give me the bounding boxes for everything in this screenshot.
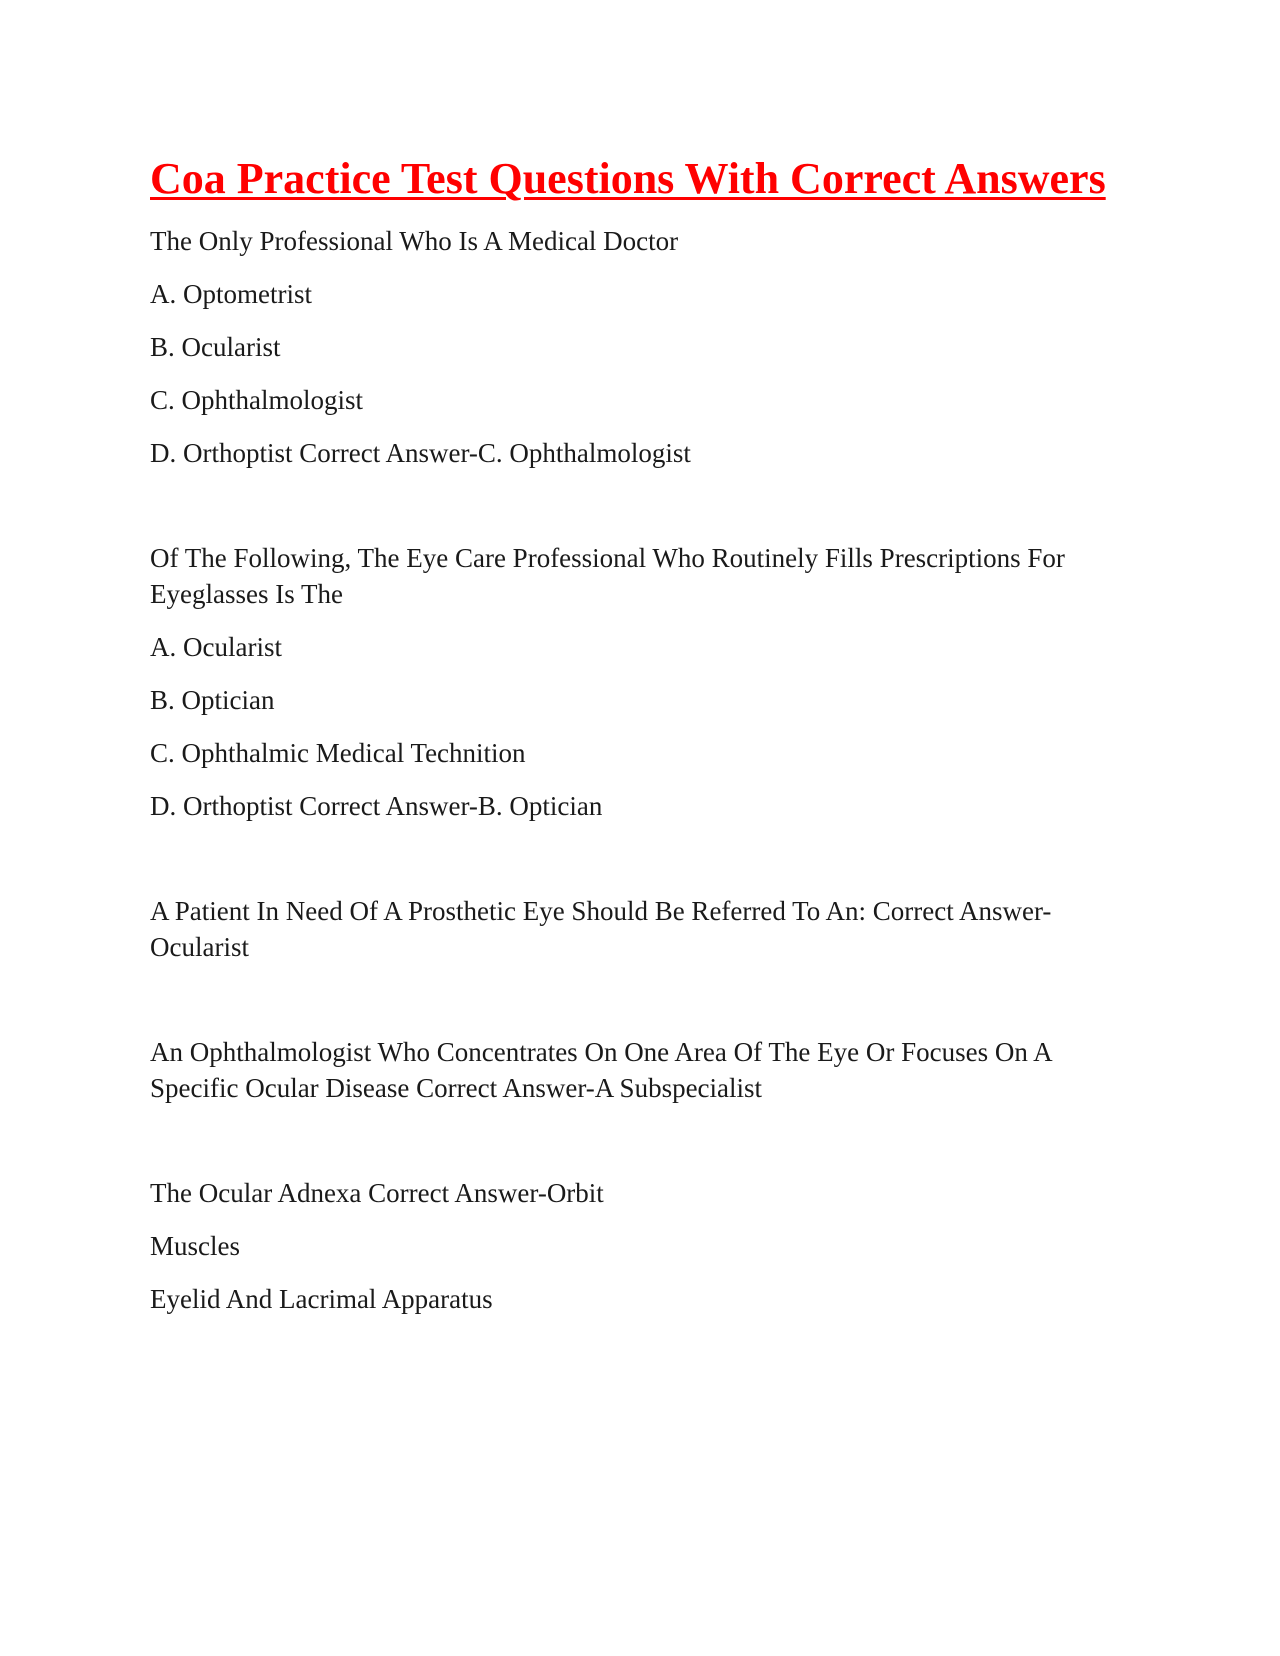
question-text: An Ophthalmologist Who Concentrates On One Area Of The Eye Or Focuses On A Specific Ocular Disease Correct Answer-A Subspecialist	[150, 1037, 1052, 1103]
document-page	[150, 150, 1130, 1317]
answer-continuation: Eyelid And Lacrimal Apparatus	[150, 1284, 493, 1314]
answer-option: B. Optician	[150, 685, 275, 715]
answer-continuation: Muscles	[150, 1231, 240, 1261]
question-block-2	[150, 540, 1130, 824]
answer-option: B. Ocularist	[150, 332, 281, 362]
answer-option: C. Ophthalmic Medical Technition	[150, 738, 526, 768]
answer-option: D. Orthoptist Correct Answer-B. Optician	[150, 791, 603, 821]
question-text: The Only Professional Who Is A Medical Doctor	[150, 226, 679, 256]
question-text: The Ocular Adnexa Correct Answer-Orbit	[150, 1178, 604, 1208]
question-text: Of The Following, The Eye Care Professional Who Routinely Fills Prescriptions For Eyeglasses Is The	[150, 543, 1065, 609]
answer-option: A. Ocularist	[150, 632, 282, 662]
question-block-5	[150, 1175, 1130, 1317]
answer-option: A. Optometrist	[150, 279, 312, 309]
question-block-1	[150, 223, 1130, 471]
question-block-3	[150, 893, 1130, 965]
answer-option: C. Ophthalmologist	[150, 385, 364, 415]
question-block-4	[150, 1034, 1130, 1106]
question-text: A Patient In Need Of A Prosthetic Eye Should Be Referred To An: Correct Answer-Ocularist	[150, 896, 1052, 962]
answer-option: D. Orthoptist Correct Answer-C. Ophthalmologist	[150, 438, 691, 468]
document-title: Coa Practice Test Questions With Correct Answers	[150, 154, 1106, 203]
